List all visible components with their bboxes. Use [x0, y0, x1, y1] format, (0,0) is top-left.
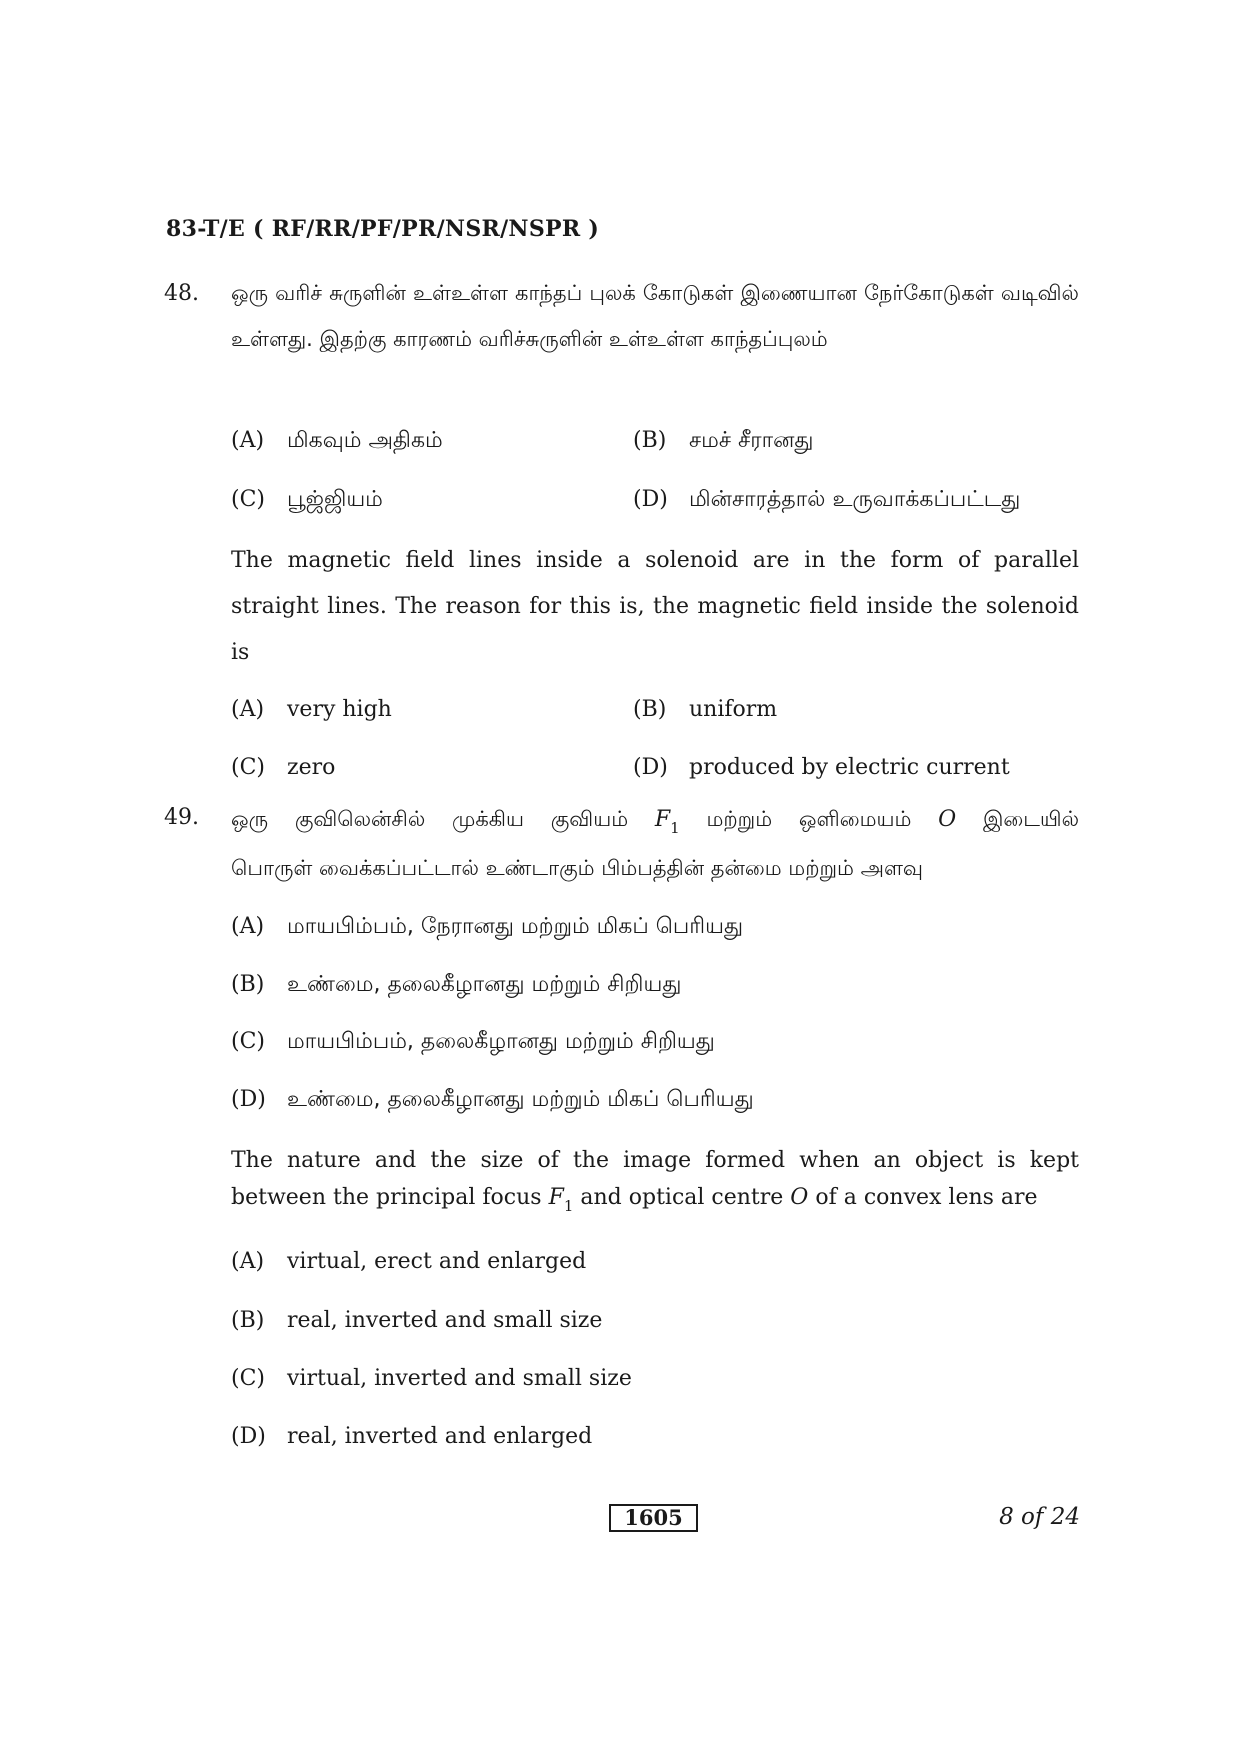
q49-en-option-c: virtual, inverted and small size [287, 1366, 632, 1391]
q49-ta-option-d-label: (D) [231, 1087, 266, 1112]
q49-en-option-b: real, inverted and small size [287, 1308, 603, 1333]
q48-ta-option-a: மிகவும் அதிகம் [287, 428, 443, 453]
q49-en-option-d-label: (D) [231, 1424, 266, 1449]
q49-ta-option-b: உண்மை, தலைகீழானது மற்றும் சிறியது [287, 972, 682, 997]
q49-focus-letter: F [654, 807, 671, 832]
question-48-tamil-stem: ஒரு வரிச் சுருளின் உள்உள்ள காந்தப் புலக் கோடுகள் இணையான நேர்கோடுகள் வடிவில் உள்ளது. இதற்கு காரணம் வரிச்சுருளின் உள்உள்ள காந்தப்புலம் [231, 281, 1079, 351]
q49-ta-option-c: மாயபிம்பம், தலைகீழானது மற்றும் சிறியது [287, 1029, 715, 1054]
q49-tamil-stem-part3: இடையில் [983, 807, 1079, 831]
q49-ta-option-a-label: (A) [231, 914, 265, 939]
q49-en-focus-letter: F [548, 1185, 564, 1210]
q49-en-focus-symbol [548, 1185, 574, 1215]
q49-en-focus-subscript: 1 [563, 1197, 574, 1215]
question-48-number: 48. [164, 281, 199, 306]
q49-tamil-stem-part2: மற்றும் ஒளிமையம் [706, 807, 912, 831]
q49-focus-subscript: 1 [670, 819, 680, 837]
page-number: 8 of 24 [999, 1504, 1080, 1530]
q49-focus-symbol [654, 807, 680, 837]
q49-ta-option-a: மாயபிம்பம், நேரானது மற்றும் மிகப் பெரியது [287, 914, 744, 939]
q48-en-option-c-label: (C) [231, 755, 265, 780]
q49-en-stem-part3: of a convex lens are [815, 1185, 1038, 1210]
q49-en-option-a-label: (A) [231, 1249, 265, 1274]
q48-ta-option-d: மின்சாரத்தால் உருவாக்கப்பட்டது [689, 487, 1021, 512]
q48-ta-option-c: பூஜ்ஜியம் [287, 487, 383, 512]
q49-centre-symbol: O [938, 807, 957, 832]
q49-en-stem-part2: and optical centre [580, 1185, 784, 1210]
q48-en-option-b: uniform [689, 697, 778, 722]
question-49-english-stem-line1: The nature and the size of the image formed when an object is kept [231, 1148, 1079, 1173]
q48-en-option-d: produced by electric current [689, 755, 1010, 780]
q49-tamil-stem-part1: ஒரு குவிலென்சில் முக்கிய குவியம் [231, 807, 629, 831]
q48-ta-option-d-label: (D) [633, 487, 668, 512]
q48-en-option-b-label: (B) [633, 697, 667, 722]
q48-en-option-d-label: (D) [633, 755, 668, 780]
q48-ta-option-b: சமச் சீரானது [689, 428, 814, 453]
question-49-tamil-stem-line2: பொருள் வைக்கப்பட்டால் உண்டாகும் பிம்பத்தின் தன்மை மற்றும் அளவு [231, 856, 923, 880]
question-49-english-stem-line2 [231, 1183, 1079, 1214]
footer-code-box: 1605 [609, 1504, 698, 1532]
q49-ta-option-d: உண்மை, தலைகீழானது மற்றும் மிகப் பெரியது [287, 1087, 754, 1112]
q48-ta-option-c-label: (C) [231, 487, 265, 512]
q48-en-option-c: zero [287, 755, 336, 780]
q49-ta-option-b-label: (B) [231, 972, 265, 997]
question-48-english-stem: The magnetic field lines inside a solenoid are in the form of parallel straight lines. The reason for this is, the magnetic field inside the solenoid is [231, 548, 1079, 665]
q49-en-centre-symbol: O [790, 1185, 809, 1210]
q48-ta-option-b-label: (B) [633, 428, 667, 453]
q49-ta-option-c-label: (C) [231, 1029, 265, 1054]
q48-en-option-a-label: (A) [231, 697, 265, 722]
q49-en-option-d: real, inverted and enlarged [287, 1424, 593, 1449]
question-49-number: 49. [164, 805, 199, 830]
q49-en-stem-part1: between the principal focus [231, 1185, 542, 1210]
q49-en-option-c-label: (C) [231, 1366, 265, 1391]
q48-ta-option-a-label: (A) [231, 428, 265, 453]
question-49-tamil-stem-line1 [231, 804, 1079, 836]
paper-code-header: 83-T/E ( RF/RR/PF/PR/NSR/NSPR ) [166, 216, 600, 242]
q48-en-option-a: very high [287, 697, 392, 722]
q49-en-option-a: virtual, erect and enlarged [287, 1249, 587, 1274]
q49-en-option-b-label: (B) [231, 1308, 265, 1333]
